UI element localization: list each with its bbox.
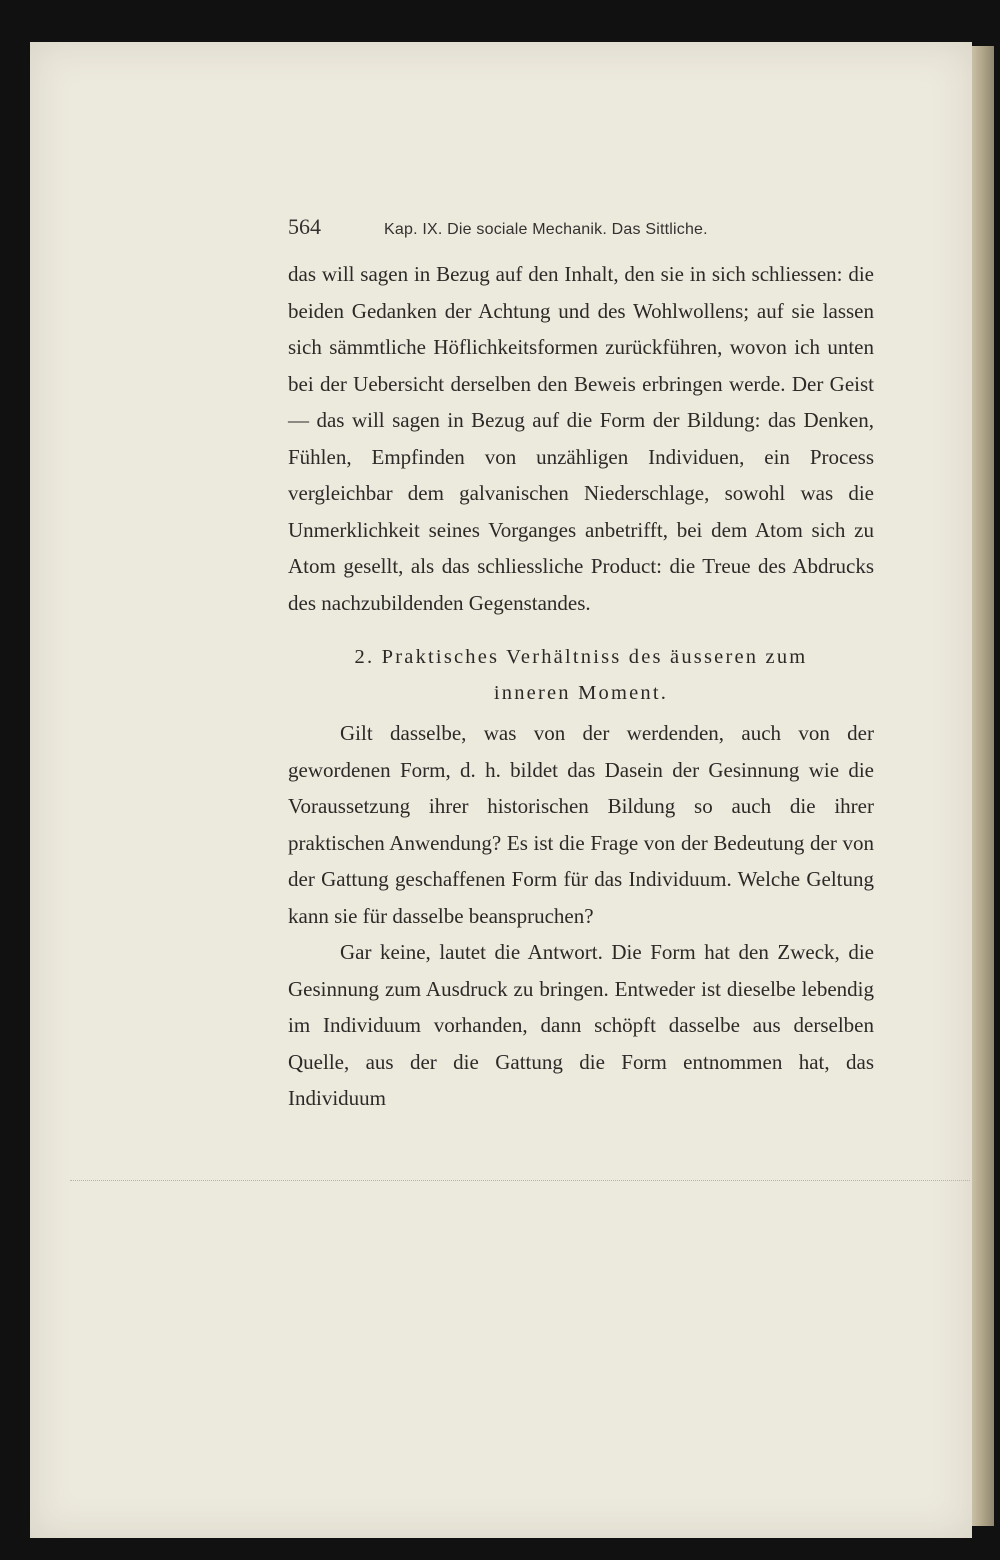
scan-artifact-line: [70, 1180, 970, 1181]
section-heading: [288, 639, 874, 711]
page-number: 564: [288, 214, 321, 239]
section-heading-line-1: 2. Praktisches Verhältniss des äusseren zum: [354, 646, 808, 668]
section-heading-line-2: inneren Moment.: [493, 682, 669, 704]
paragraph-question: Gilt dasselbe, was von der werdenden, auch von der gewordenen Form, d. h. bildet das Dasein der Gesinnung wie die Voraussetzung ihrer historischen Bildung so auch die ihrer praktischen Anwendung? Es ist die Frage von der Bedeutung der von der Gattung geschaffenen Form für das Individuum. Welche Geltung kann sie für dasselbe beanspruchen?: [288, 721, 874, 928]
page-edge: [972, 46, 994, 1526]
running-head-title: Kap. IX. Die sociale Mechanik. Das Sittliche.: [384, 221, 708, 238]
running-head: [288, 214, 874, 256]
page-text-block: [288, 214, 874, 1117]
paragraph-answer: Gar keine, lautet die Antwort. Die Form hat den Zweck, die Gesinnung zum Ausdruck zu bringen. Entweder ist dieselbe lebendig im Individuum vorhanden, dann schöpft dasselbe aus derselben Quelle, aus der die Gattung die Form entnommen hat, das Individuum: [288, 940, 874, 1110]
paragraph-continued: das will sagen in Bezug auf den Inhalt, den sie in sich schliessen: die beiden Gedanken der Achtung und des Wohlwollens; auf sie lassen sich sämmtliche Höflichkeitsformen zurückführen, wovon ich unten bei der Uebersicht derselben den Beweis erbringen werde. Der Geist — das will sagen in Bezug auf die Form der Bildung: das Denken, Fühlen, Empfinden von unzähligen Individuen, ein Process vergleichbar dem galvanischen Niederschlage, sowohl was die Unmerklichkeit seines Vorganges anbetrifft, bei dem Atom sich zu Atom gesellt, als das schliessliche Product: die Treue des Abdrucks des nachzubildenden Gegenstandes.: [288, 262, 874, 615]
